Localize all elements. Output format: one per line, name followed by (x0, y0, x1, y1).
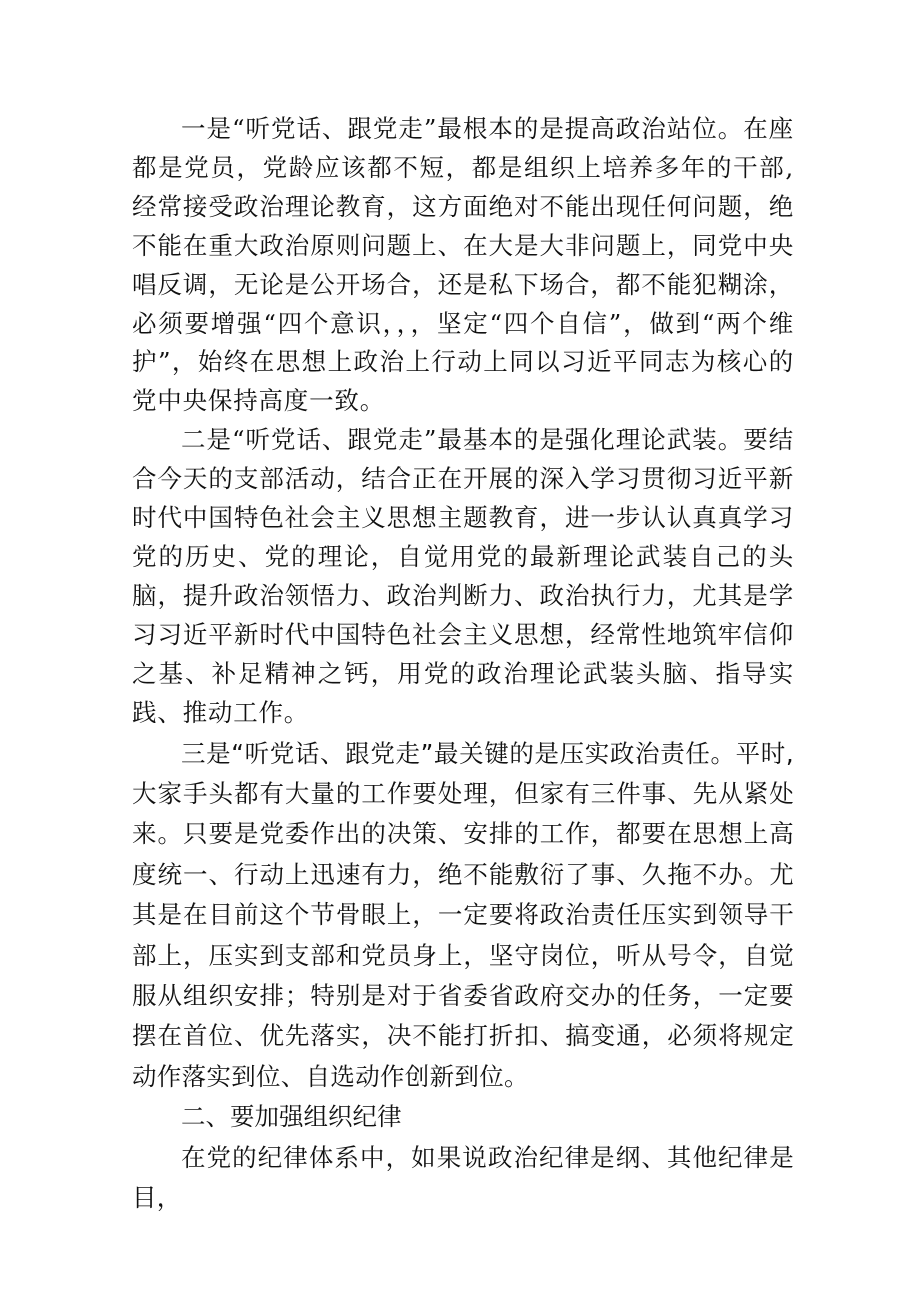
paragraph-political-stance: 一是“听党话、跟党走”最根本的是提高政治站位。在座都是党员，党龄应该都不短，都是组织上培养多年的干部,经常接受政治理论教育，这方面绝对不能出现任何问题，绝不能在重大政治原则问题上、在大是大非问题上，同党中央唱反调，无论是公开场合，还是私下场合，都不能犯糊涂，必须要增强“四个意识，，，坚定“四个自信”，做到“两个维护”，始终在思想上政治上行动上同以习近平同志为核心的党中央保持高度一致。 (132, 114, 794, 416)
paragraph-theory-armament: 二是“听党话、跟党走”最基本的是强化理论武装。要结合今天的支部活动，结合正在开展的深入学习贯彻习近平新时代中国特色社会主义思想主题教育，进一步认认真真学习党的历史、党的理论，自觉用党的最新理论武装自己的头脑，提升政治领悟力、政治判断力、政治执行力，尤其是学习习近平新时代中国特色社会主义思想，经常性地筑牢信仰之基、补足精神之钙，用党的政治理论武装头脑、指导实践、推动工作。 (132, 425, 794, 727)
section-heading: 二、要加强组织纪律 (181, 1102, 402, 1132)
paragraph-discipline-system: 在党的纪律体系中，如果说政治纪律是纲、其他纪律是目， (132, 1142, 794, 1212)
paragraph-political-responsibility: 三是“听党话、跟党走”最关键的是压实政治责任。平时,大家手头都有大量的工作要处理，但家有三件事、先从紧处来。只要是党委作出的决策、安排的工作，都要在思想上高度统一、行动上迅速有力，绝不能敷衍了事、久拖不办。尤其是在目前这个节骨眼上，一定要将政治责任压实到领导干部上，压实到支部和党员身上，坚守岗位，听从号令，自觉服从组织安排；特别是对于省委省政府交办的任务，一定要摆在首位、优先落实，决不能打折扣、搞变通，必须将规定动作落实到位、自选动作创新到位。 (132, 738, 794, 1091)
document-body (132, 110, 794, 1218)
